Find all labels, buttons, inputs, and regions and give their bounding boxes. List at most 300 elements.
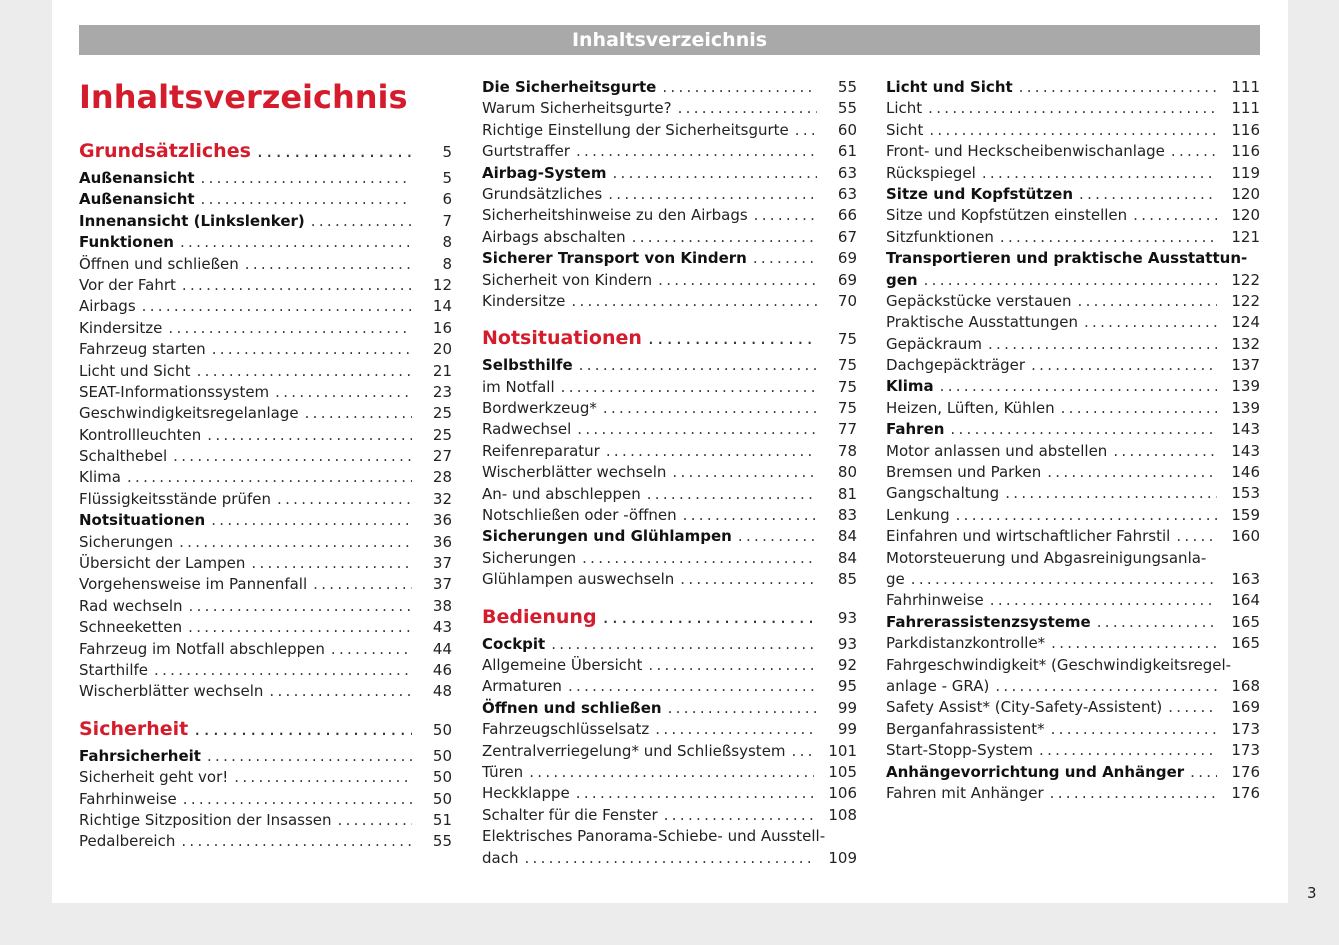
dot-leader [239, 254, 412, 275]
toc-entry-title: Fahrsicherheit [79, 746, 201, 765]
toc-entry-title: Gepäckraum [886, 334, 982, 353]
toc-entry-title: An- und abschleppen [482, 484, 641, 503]
toc-entry-title: Kindersitze [79, 318, 163, 337]
toc-entry-title: Glühlampen auswechseln [482, 570, 675, 589]
toc-entry[interactable] [886, 141, 1260, 162]
toc-entry-title: Schalthebel [79, 447, 168, 466]
toc-entry[interactable] [79, 339, 452, 360]
toc-entry-page: 122 [1231, 270, 1260, 289]
toc-entry-title: Safety Assist* (City-Safety-Assistent) [886, 698, 1163, 717]
toc-entry[interactable] [79, 134, 452, 168]
toc-entry-title: Anhängevorrichtung und Anhänger [886, 762, 1185, 781]
toc-entry[interactable] [79, 596, 452, 617]
dot-leader [332, 810, 412, 831]
toc-entry-page: 36 [432, 532, 452, 551]
toc-entry-page: 173 [1231, 741, 1260, 760]
dot-leader [666, 462, 817, 483]
dot-leader [173, 532, 412, 553]
toc-entry-page: 51 [432, 810, 452, 829]
dot-leader [597, 398, 817, 419]
toc-entry-page: 21 [432, 361, 452, 380]
toc-entry[interactable] [886, 98, 1260, 119]
toc-entry-page: 5 [442, 169, 452, 187]
toc-entry-title: Sicherungen und Glühlampen [482, 527, 732, 546]
toc-entry-page: 160 [1231, 527, 1260, 546]
page-title: Inhaltsverzeichnis [79, 78, 408, 116]
toc-entry[interactable] [886, 697, 1260, 718]
toc-entry-page: 85 [837, 570, 857, 589]
toc-entry-title: Airbags [79, 297, 136, 316]
toc-entry[interactable] [886, 291, 1260, 312]
toc-entry[interactable] [79, 639, 452, 660]
dot-leader [600, 441, 817, 462]
toc-entry-page: 159 [1231, 505, 1260, 524]
toc-entry[interactable] [482, 741, 857, 762]
toc-entry-page: 60 [837, 120, 857, 139]
toc-entry-page: 50 [432, 768, 452, 787]
toc-entry-title: Fahrerassistenzsysteme [886, 612, 1091, 631]
toc-entry[interactable] [482, 548, 857, 569]
dot-leader [191, 361, 412, 382]
header-bar [79, 25, 1260, 55]
toc-entry[interactable] [482, 141, 857, 162]
toc-entry[interactable] [886, 334, 1260, 355]
toc-entry-title: Sitze und Kopfstützen einstellen [886, 206, 1128, 225]
dot-leader [649, 719, 817, 740]
toc-entry-title: Pedalbereich [79, 832, 176, 851]
toc-entry[interactable] [886, 227, 1260, 248]
toc-entry-title: Außenansicht [79, 190, 195, 209]
toc-entry[interactable] [886, 355, 1260, 376]
toc-entry-title: Vorgehensweise im Pannenfall [79, 575, 308, 594]
toc-entry[interactable] [886, 270, 1260, 291]
toc-entry[interactable] [482, 419, 857, 440]
toc-entry[interactable] [79, 681, 452, 702]
dot-leader [555, 377, 817, 398]
toc-entry-title: Notsituationen [482, 327, 642, 350]
toc-entry[interactable] [886, 248, 1260, 269]
toc-entry-page: 25 [432, 404, 452, 423]
toc-entry-page: 120 [1231, 206, 1260, 225]
toc-entry[interactable] [482, 762, 857, 783]
toc-entry[interactable] [482, 805, 857, 826]
dot-leader [228, 767, 412, 788]
toc-entry[interactable] [79, 211, 452, 232]
dot-leader [1033, 740, 1217, 761]
toc-entry[interactable] [886, 526, 1260, 547]
toc-entry-page: 80 [837, 463, 857, 482]
toc-entry[interactable] [482, 321, 857, 355]
toc-entry[interactable] [886, 163, 1260, 184]
dot-leader [1170, 526, 1217, 547]
toc-entry[interactable] [886, 740, 1260, 761]
toc-entry[interactable] [886, 612, 1260, 633]
toc-entry-title: Armaturen [482, 677, 562, 696]
toc-entry[interactable] [886, 590, 1260, 611]
toc-column-2 [482, 77, 857, 869]
toc-entry-title: Transportieren und praktische Ausstattun- [886, 249, 1248, 268]
dot-leader [162, 318, 412, 339]
toc-entry[interactable] [886, 120, 1260, 141]
toc-entry-page: 165 [1231, 612, 1260, 631]
dot-leader [1073, 184, 1217, 205]
toc-entry-title: Fahrzeug im Notfall abschleppen [79, 639, 325, 658]
toc-entry[interactable] [886, 376, 1260, 397]
dot-leader [982, 334, 1217, 355]
dot-leader [662, 698, 817, 719]
toc-entry-page: 119 [1231, 163, 1260, 182]
toc-entry[interactable] [886, 505, 1260, 526]
dot-leader [656, 77, 817, 98]
toc-entry[interactable] [886, 398, 1260, 419]
toc-entry-title: Rad wechseln [79, 596, 183, 615]
toc-entry[interactable] [79, 275, 452, 296]
toc-entry-page: 92 [837, 655, 857, 674]
toc-entry-title: Sicherheit von Kindern [482, 270, 653, 289]
toc-entry[interactable] [482, 826, 857, 847]
toc-entry-title: Berganfahrassistent* [886, 719, 1045, 738]
dot-leader [571, 419, 817, 440]
toc-entry[interactable] [79, 510, 452, 531]
toc-entry-title: Sicherheitshinweise zu den Airbags [482, 206, 748, 225]
toc-entry-title: Öffnen und schließen [79, 254, 239, 273]
toc-entry-page: 67 [837, 227, 857, 246]
toc-entry-page: 99 [837, 698, 857, 717]
toc-entry-page: 36 [432, 511, 452, 530]
toc-entry-page: 61 [837, 142, 857, 161]
dot-leader [923, 120, 1217, 141]
toc-entry[interactable] [482, 227, 857, 248]
page-number: 3 [1307, 884, 1317, 902]
dot-leader [183, 596, 412, 617]
dot-leader [606, 163, 817, 184]
toc-entry[interactable] [79, 168, 452, 189]
header-title: Inhaltsverzeichnis [571, 29, 768, 51]
toc-entry-title: Fahren mit Anhänger [886, 783, 1044, 802]
toc-entry[interactable] [482, 484, 857, 505]
toc-entry-page: 75 [837, 377, 857, 396]
dot-leader [1044, 783, 1218, 804]
dot-leader [545, 634, 817, 655]
toc-entry[interactable] [886, 655, 1260, 676]
dot-leader [121, 467, 412, 488]
toc-entry[interactable] [79, 489, 452, 510]
toc-entry-page: 38 [432, 596, 452, 615]
toc-entry[interactable] [79, 712, 452, 746]
toc-entry-title: Sicherheit [79, 717, 189, 740]
toc-entry[interactable] [79, 660, 452, 681]
toc-entry[interactable] [886, 312, 1260, 333]
toc-entry[interactable] [79, 746, 452, 767]
toc-entry-page: 116 [1231, 120, 1260, 139]
dot-leader [905, 569, 1218, 590]
toc-entry[interactable] [79, 254, 452, 275]
toc-entry-page: 124 [1231, 313, 1260, 332]
toc-entry-page: 143 [1231, 420, 1260, 439]
toc-entry-page: 93 [837, 634, 857, 653]
toc-entry[interactable] [79, 553, 452, 574]
toc-entry-title: Fahrgeschwindigkeit* (Geschwindigkeitsregel- [886, 655, 1232, 674]
dot-leader [205, 510, 412, 531]
toc-entry[interactable] [482, 98, 857, 119]
toc-entry[interactable] [482, 505, 857, 526]
toc-entry-page: 69 [837, 249, 857, 268]
toc-entry[interactable] [482, 205, 857, 226]
dot-leader [786, 741, 815, 762]
toc-entry-title: Licht und Sicht [79, 361, 191, 380]
dot-leader [518, 848, 814, 869]
toc-entry-title: Licht und Sicht [886, 78, 1013, 96]
toc-entry[interactable] [482, 462, 857, 483]
toc-entry[interactable] [482, 676, 857, 697]
toc-entry-title: Front- und Heckscheibenwischanlage [886, 142, 1165, 161]
toc-entry[interactable] [79, 296, 452, 317]
toc-entry[interactable] [79, 446, 452, 467]
dot-leader [1013, 77, 1218, 98]
dot-leader [1162, 697, 1217, 718]
toc-entry-title: Fahrhinweise [886, 591, 984, 610]
dot-leader [748, 205, 817, 226]
toc-entry-page: 116 [1231, 142, 1260, 161]
toc-entry[interactable] [886, 205, 1260, 226]
toc-entry[interactable] [886, 783, 1260, 804]
toc-entry[interactable] [482, 848, 857, 869]
toc-entry[interactable] [482, 377, 857, 398]
toc-entry-title: Fahrzeugschlüsselsatz [482, 720, 650, 739]
toc-entry-title: ge [886, 569, 905, 588]
toc-entry[interactable] [482, 120, 857, 141]
dot-leader [148, 660, 412, 681]
toc-entry-page: 50 [432, 746, 452, 765]
toc-entry-title: Sicherer Transport von Kindern [482, 249, 747, 268]
toc-entry-title: Wischerblätter wechseln [482, 463, 667, 482]
toc-entry-title: Flüssigkeitsstände prüfen [79, 489, 271, 508]
toc-entry-page: 63 [837, 184, 857, 203]
dot-leader [167, 446, 412, 467]
toc-entry-page: 14 [432, 297, 452, 316]
toc-entry-page: 101 [828, 741, 857, 760]
toc-entry-page: 169 [1231, 698, 1260, 717]
dot-leader [562, 676, 817, 697]
toc-entry-title: anlage - GRA) [886, 676, 990, 695]
toc-entry[interactable] [482, 634, 857, 655]
dot-leader [206, 339, 412, 360]
toc-entry-page: 16 [432, 318, 452, 337]
toc-entry-page: 55 [837, 78, 857, 96]
toc-entry-page: 25 [432, 425, 452, 444]
dot-leader [950, 505, 1218, 526]
toc-entry-page: 75 [837, 330, 857, 349]
dot-leader [177, 789, 412, 810]
toc-entry-title: Notsituationen [79, 511, 206, 530]
toc-entry-title: Lenkung [886, 505, 950, 524]
dot-leader [918, 270, 1218, 291]
toc-entry[interactable] [482, 398, 857, 419]
toc-entry[interactable] [79, 361, 452, 382]
toc-entry[interactable] [79, 831, 452, 852]
toc-entry-page: 99 [837, 720, 857, 739]
toc-entry-title: Fahren [886, 420, 945, 439]
toc-entry[interactable] [79, 318, 452, 339]
toc-entry-page: 106 [828, 784, 857, 803]
dot-leader [1072, 291, 1218, 312]
toc-entry[interactable] [886, 633, 1260, 654]
toc-entry[interactable] [482, 783, 857, 804]
toc-entry-title: Bremsen und Parken [886, 463, 1042, 482]
toc-entry[interactable] [482, 600, 857, 634]
toc-entry-title: Öffnen und schließen [482, 698, 662, 717]
toc-entry-page: 176 [1231, 762, 1260, 781]
dot-leader [597, 600, 817, 634]
toc-entry[interactable] [482, 569, 857, 590]
dot-leader [934, 376, 1218, 397]
toc-entry-page: 23 [432, 382, 452, 401]
dot-leader [570, 141, 817, 162]
toc-entry[interactable] [482, 441, 857, 462]
toc-entry[interactable] [482, 163, 857, 184]
toc-entry-title: Warum Sicherheitsgurte? [482, 99, 672, 118]
toc-entry-page: 143 [1231, 441, 1260, 460]
toc-entry[interactable] [482, 719, 857, 740]
toc-entry-title: Die Sicherheitsgurte [482, 78, 657, 96]
toc-entry-title: Airbag-System [482, 163, 607, 182]
toc-entry[interactable] [79, 617, 452, 638]
toc-entry[interactable] [886, 569, 1260, 590]
toc-entry[interactable] [79, 789, 452, 810]
toc-entry-title: Airbags abschalten [482, 227, 626, 246]
toc-entry[interactable] [886, 719, 1260, 740]
toc-entry[interactable] [482, 526, 857, 547]
toc-entry-page: 173 [1231, 719, 1260, 738]
toc-entry[interactable] [482, 270, 857, 291]
toc-entry-page: 50 [432, 789, 452, 808]
toc-entry[interactable] [886, 77, 1260, 98]
toc-entry[interactable] [482, 655, 857, 676]
toc-entry-page: 69 [837, 270, 857, 289]
toc-entry-page: 111 [1231, 99, 1260, 118]
dot-leader [1184, 762, 1217, 783]
toc-entry-page: 77 [837, 420, 857, 439]
toc-entry[interactable] [886, 462, 1260, 483]
toc-entry[interactable] [886, 184, 1260, 205]
toc-entry-title: Heckklappe [482, 784, 570, 803]
dot-leader [989, 676, 1217, 697]
toc-entry-title: Elektrisches Panorama-Schiebe- und Ausstell- [482, 827, 826, 846]
dot-leader [984, 590, 1218, 611]
toc-entry[interactable] [79, 767, 452, 788]
toc-entry-title: Sicherungen [79, 532, 174, 551]
toc-entry-page: 153 [1231, 484, 1260, 503]
dot-leader [976, 163, 1218, 184]
toc-entry[interactable] [79, 403, 452, 424]
toc-entry-title: Außenansicht [79, 169, 195, 187]
dot-leader [182, 617, 412, 638]
toc-entry-page: 27 [432, 447, 452, 466]
toc-entry-title: Einfahren und wirtschaftlicher Fahrstil [886, 527, 1171, 546]
dot-leader [1025, 355, 1217, 376]
toc-entry-page: 75 [837, 356, 857, 375]
dot-leader [944, 419, 1217, 440]
dot-leader [576, 548, 817, 569]
toc-entry[interactable] [482, 355, 857, 376]
dot-leader [175, 831, 412, 852]
dot-leader [325, 639, 412, 660]
toc-entry[interactable] [79, 232, 452, 253]
toc-entry[interactable] [886, 419, 1260, 440]
toc-entry-page: 108 [828, 805, 857, 824]
dot-leader [1041, 462, 1217, 483]
toc-entry[interactable] [79, 574, 452, 595]
toc-entry-title: Geschwindigkeitsregelanlage [79, 404, 299, 423]
toc-entry-page: 75 [837, 399, 857, 418]
dot-leader [195, 168, 412, 189]
toc-entry[interactable] [79, 532, 452, 553]
toc-entry-page: 168 [1231, 676, 1260, 695]
toc-entry-title: Starthilfe [79, 660, 148, 679]
dot-leader [677, 505, 817, 526]
toc-entry-page: 176 [1231, 783, 1260, 802]
toc-entry[interactable] [482, 77, 857, 98]
dot-leader [674, 569, 817, 590]
toc-entry-title: Klima [79, 468, 121, 487]
toc-entry-title: Kindersitze [482, 291, 566, 310]
toc-entry[interactable] [886, 762, 1260, 783]
toc-entry-page: 44 [432, 639, 452, 658]
toc-entry[interactable] [79, 425, 452, 446]
dot-leader [570, 783, 815, 804]
toc-entry[interactable] [79, 189, 452, 210]
toc-entry-title: Notschließen oder -öffnen [482, 506, 677, 525]
toc-entry-page: 37 [432, 554, 452, 573]
toc-entry-page: 20 [432, 340, 452, 359]
toc-entry[interactable] [482, 291, 857, 312]
toc-entry-title: Licht [886, 99, 923, 118]
toc-entry-title: Dachgepäckträger [886, 356, 1026, 375]
dot-leader [1165, 141, 1217, 162]
toc-entry-title: Sicht [886, 120, 924, 139]
dot-leader [602, 184, 817, 205]
toc-entry-title: Kontrollleuchten [79, 425, 202, 444]
toc-entry-title: Schneeketten [79, 618, 183, 637]
toc-entry[interactable] [886, 548, 1260, 569]
toc-entry[interactable] [886, 483, 1260, 504]
toc-entry[interactable] [79, 810, 452, 831]
toc-entry[interactable] [79, 382, 452, 403]
dot-leader [305, 211, 412, 232]
toc-entry[interactable] [886, 676, 1260, 697]
toc-entry-title: Innenansicht (Linkslenker) [79, 211, 305, 230]
dot-leader [642, 321, 817, 355]
dot-leader [747, 248, 817, 269]
toc-entry-title: Sicherungen [482, 548, 577, 567]
toc-entry[interactable] [79, 467, 452, 488]
toc-entry-title: Sitze und Kopfstützen [886, 184, 1074, 203]
toc-entry[interactable] [482, 184, 857, 205]
dot-leader [732, 526, 817, 547]
toc-entry[interactable] [886, 441, 1260, 462]
toc-entry-page: 81 [837, 484, 857, 503]
toc-entry-page: 63 [837, 163, 857, 182]
toc-entry[interactable] [482, 248, 857, 269]
toc-entry-title: Cockpit [482, 634, 546, 653]
toc-entry-page: 132 [1231, 334, 1260, 353]
toc-entry-page: 109 [828, 848, 857, 867]
dot-leader [1045, 719, 1218, 740]
toc-entry[interactable] [482, 698, 857, 719]
dot-leader [136, 296, 412, 317]
dot-leader [1091, 612, 1218, 633]
dot-leader [642, 655, 817, 676]
